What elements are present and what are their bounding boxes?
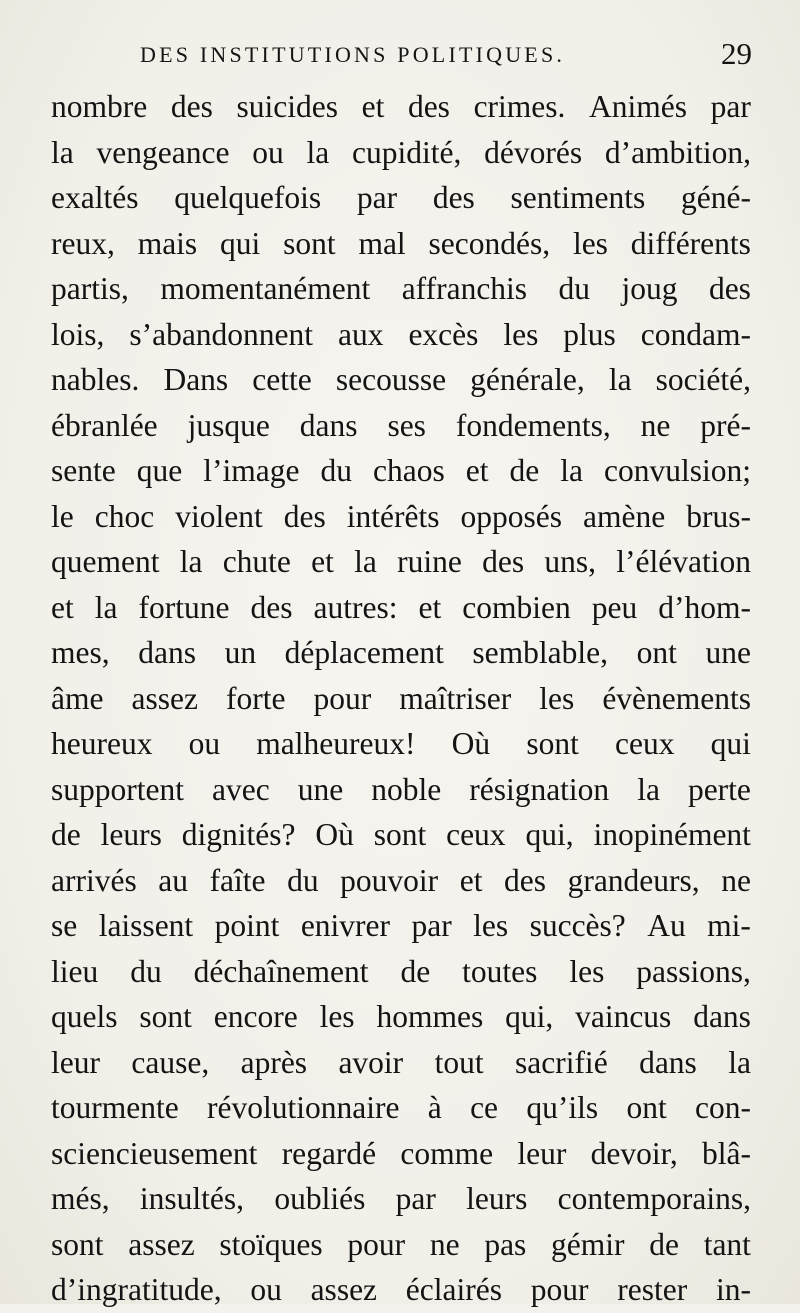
word: ne bbox=[721, 862, 751, 898]
word: qui bbox=[220, 225, 261, 261]
word: assez bbox=[131, 680, 198, 716]
word: ne bbox=[640, 407, 671, 443]
word: quement bbox=[51, 544, 160, 579]
word: sacrifié bbox=[514, 1044, 608, 1080]
word: âme bbox=[51, 680, 104, 716]
word: comme bbox=[400, 1135, 494, 1171]
word: cupidité, bbox=[352, 134, 462, 170]
word: cause, bbox=[131, 1044, 210, 1080]
word: par bbox=[395, 1181, 436, 1216]
word: semblable, bbox=[472, 635, 609, 670]
word: dans bbox=[693, 999, 751, 1034]
word: Où bbox=[315, 817, 354, 852]
word: la bbox=[728, 1044, 751, 1080]
word: dévorés bbox=[484, 134, 583, 170]
word: chute bbox=[222, 544, 291, 579]
word: affranchis bbox=[401, 271, 528, 306]
word: d’ingratitude, bbox=[51, 1272, 222, 1307]
word: éclairés bbox=[405, 1272, 502, 1307]
word: perte bbox=[687, 771, 751, 807]
word: différents bbox=[630, 225, 751, 261]
word: sont bbox=[283, 225, 336, 261]
word: et bbox=[361, 89, 385, 124]
word: ceux bbox=[446, 817, 506, 852]
word: des bbox=[504, 862, 547, 898]
word: tourmente bbox=[51, 1090, 179, 1125]
word: secousse bbox=[335, 362, 447, 397]
word: la bbox=[560, 453, 583, 488]
word: rester bbox=[617, 1272, 688, 1307]
word: des bbox=[170, 89, 213, 124]
word: excès bbox=[408, 316, 479, 352]
word: nables. bbox=[51, 362, 140, 397]
word: aux bbox=[338, 316, 384, 352]
word: mi- bbox=[707, 908, 751, 943]
word: nombre bbox=[51, 89, 148, 124]
word: ont bbox=[626, 1090, 667, 1125]
word: dans bbox=[299, 407, 358, 443]
word: sentiments bbox=[510, 180, 646, 215]
word: du bbox=[130, 953, 162, 989]
word: leur bbox=[517, 1135, 567, 1171]
text-line bbox=[51, 1176, 751, 1222]
word: inopinément bbox=[593, 817, 751, 852]
word: d’ambition, bbox=[604, 134, 751, 170]
word: des bbox=[283, 498, 326, 534]
page-header bbox=[140, 36, 760, 86]
word: quels bbox=[51, 999, 118, 1034]
word: de bbox=[649, 1226, 679, 1262]
page-number: 29 bbox=[721, 36, 752, 71]
word: heureux bbox=[51, 726, 153, 761]
word: violent bbox=[175, 498, 263, 534]
word: un bbox=[224, 635, 257, 670]
word: mal bbox=[358, 225, 406, 261]
word: sont bbox=[139, 999, 192, 1034]
word: Animés bbox=[589, 89, 688, 124]
word: Au bbox=[647, 908, 686, 943]
text-line bbox=[51, 903, 751, 949]
text-line bbox=[51, 539, 751, 585]
text-line bbox=[51, 494, 751, 540]
word: convulsion; bbox=[604, 453, 751, 488]
word: les bbox=[572, 225, 608, 261]
word: et bbox=[51, 589, 74, 625]
word: du bbox=[287, 862, 319, 898]
word: ont bbox=[636, 635, 677, 670]
word: dignités? bbox=[181, 817, 296, 852]
word: des bbox=[250, 589, 293, 625]
text-line bbox=[51, 1131, 751, 1177]
word: grandeurs, bbox=[567, 862, 700, 898]
word: sont bbox=[373, 817, 427, 852]
word: la bbox=[94, 589, 118, 625]
word: vengeance bbox=[96, 134, 230, 170]
word: avoir bbox=[338, 1044, 404, 1080]
text-line bbox=[51, 84, 751, 130]
word: lieu bbox=[51, 953, 99, 989]
body-text bbox=[51, 84, 751, 1313]
word: dans bbox=[138, 635, 196, 670]
word: suicides bbox=[236, 89, 338, 124]
word: point bbox=[214, 908, 280, 943]
text-line bbox=[51, 1222, 751, 1268]
word: dans bbox=[639, 1044, 697, 1080]
word: sente bbox=[51, 453, 116, 488]
word: ne bbox=[429, 1226, 460, 1262]
word: des bbox=[432, 180, 475, 215]
word: des bbox=[407, 89, 450, 124]
word: tant bbox=[703, 1226, 751, 1262]
word: forte bbox=[226, 680, 286, 716]
word: des bbox=[708, 271, 751, 306]
word: secondés, bbox=[428, 225, 551, 261]
word: la bbox=[51, 134, 74, 170]
word: leur bbox=[51, 1044, 100, 1080]
word: quelquefois bbox=[174, 180, 322, 215]
word: enivrer bbox=[300, 908, 391, 943]
text-line bbox=[51, 1040, 751, 1086]
word: les bbox=[503, 316, 539, 352]
word: uns, bbox=[544, 544, 597, 579]
word: fondements, bbox=[455, 407, 611, 443]
word: générale, bbox=[470, 362, 585, 397]
word: gémir bbox=[551, 1226, 625, 1262]
word: la bbox=[637, 771, 660, 807]
word: sont bbox=[526, 726, 579, 761]
word: ruine bbox=[397, 544, 462, 579]
word: pour bbox=[347, 1226, 406, 1262]
word: més, bbox=[51, 1181, 110, 1216]
word: fortune bbox=[138, 589, 230, 625]
word: Où bbox=[451, 726, 491, 761]
word: que bbox=[136, 453, 183, 488]
word: ceux bbox=[615, 726, 675, 761]
word: Dans bbox=[163, 362, 229, 397]
word: encore bbox=[213, 999, 298, 1034]
text-line bbox=[51, 448, 751, 494]
word: par bbox=[710, 89, 751, 124]
word: et bbox=[465, 453, 489, 488]
text-line bbox=[51, 357, 751, 403]
word: contemporains, bbox=[557, 1181, 751, 1216]
word: par bbox=[411, 908, 452, 943]
word: de bbox=[400, 953, 431, 989]
text-line bbox=[51, 812, 751, 858]
word: assez bbox=[310, 1272, 378, 1307]
word: in- bbox=[715, 1272, 751, 1307]
word: ses bbox=[387, 407, 426, 443]
word: malheureux! bbox=[256, 726, 416, 761]
word: sont bbox=[51, 1226, 104, 1262]
word: passions, bbox=[636, 953, 751, 989]
word: pour bbox=[530, 1272, 589, 1307]
word: succès? bbox=[529, 908, 626, 943]
word: blâ- bbox=[701, 1135, 751, 1171]
text-line bbox=[51, 175, 751, 221]
word: choc bbox=[94, 498, 155, 534]
text-line bbox=[51, 266, 751, 312]
word: jusque bbox=[187, 407, 270, 443]
text-line bbox=[51, 676, 751, 722]
text-line bbox=[51, 630, 751, 676]
word: les bbox=[539, 680, 575, 716]
word: joug bbox=[621, 271, 678, 306]
text-line bbox=[51, 721, 751, 767]
word: autres: bbox=[313, 589, 398, 625]
word: à bbox=[427, 1090, 442, 1125]
text-line bbox=[51, 949, 751, 995]
word: une bbox=[705, 635, 751, 670]
word: ou bbox=[188, 726, 221, 761]
word: condam- bbox=[640, 316, 751, 352]
text-line bbox=[51, 1267, 751, 1313]
word: con- bbox=[695, 1090, 751, 1125]
word: maîtriser bbox=[399, 680, 512, 716]
word: arrivés bbox=[51, 862, 137, 898]
word: de bbox=[51, 817, 81, 852]
word: noble bbox=[371, 771, 442, 807]
word: les bbox=[569, 953, 605, 989]
word: faîte bbox=[209, 862, 266, 898]
word: toutes bbox=[462, 953, 538, 989]
word: opposés bbox=[460, 498, 562, 534]
word: leurs bbox=[466, 1181, 528, 1216]
word: d’hom- bbox=[658, 589, 751, 625]
word: regardé bbox=[281, 1135, 377, 1171]
word: du bbox=[558, 271, 591, 306]
word: au bbox=[158, 862, 188, 898]
word: pas bbox=[484, 1226, 527, 1262]
word: laissent bbox=[98, 908, 194, 943]
text-line bbox=[51, 1085, 751, 1131]
word: leurs bbox=[100, 817, 162, 852]
word: sciencieusement bbox=[51, 1135, 258, 1171]
word: pouvoir bbox=[340, 862, 439, 898]
word: des bbox=[482, 544, 525, 579]
word: partis, bbox=[51, 271, 129, 306]
word: une bbox=[297, 771, 344, 807]
word: supportent bbox=[51, 771, 184, 807]
word: qui, bbox=[505, 999, 554, 1034]
word: ébranlée bbox=[51, 407, 158, 443]
text-line bbox=[51, 130, 751, 176]
text-line bbox=[51, 767, 751, 813]
word: se bbox=[51, 908, 78, 943]
text-line bbox=[51, 403, 751, 449]
word: déplacement bbox=[284, 635, 444, 670]
word: déchaînement bbox=[193, 953, 369, 989]
word: les bbox=[473, 908, 509, 943]
word: et bbox=[311, 544, 334, 579]
word: reux, bbox=[51, 225, 115, 261]
word: combien bbox=[462, 589, 571, 625]
word: et bbox=[418, 589, 442, 625]
word: la bbox=[608, 362, 632, 397]
word: société, bbox=[655, 362, 751, 397]
word: qui, bbox=[525, 817, 574, 852]
word: s’abandonnent bbox=[129, 316, 314, 352]
word: avec bbox=[212, 771, 270, 807]
word: par bbox=[356, 180, 398, 215]
text-line bbox=[51, 312, 751, 358]
word: de bbox=[509, 453, 540, 488]
word: brus- bbox=[686, 498, 751, 534]
word: l’élévation bbox=[616, 544, 751, 579]
text-line bbox=[51, 994, 751, 1040]
word: ou bbox=[252, 134, 284, 170]
running-head: DES INSTITUTIONS POLITIQUES. bbox=[140, 42, 566, 67]
word: qui bbox=[710, 726, 751, 761]
word: crimes. bbox=[473, 89, 566, 124]
word: amène bbox=[583, 498, 666, 534]
word: résignation bbox=[469, 771, 610, 807]
word: révolutionnaire bbox=[207, 1090, 400, 1125]
word: pour bbox=[313, 680, 372, 716]
word: oubliés bbox=[274, 1181, 366, 1216]
word: du bbox=[320, 453, 352, 488]
word: et bbox=[459, 862, 483, 898]
word: cette bbox=[252, 362, 312, 397]
text-line bbox=[51, 858, 751, 904]
word: intérêts bbox=[346, 498, 440, 534]
word: mais bbox=[137, 225, 198, 261]
word: pré- bbox=[700, 407, 751, 443]
word: stoïques bbox=[219, 1226, 323, 1262]
word: hommes bbox=[376, 999, 484, 1034]
word: ce bbox=[470, 1090, 499, 1125]
word: mes, bbox=[51, 635, 110, 670]
word: la bbox=[179, 544, 203, 579]
text-line bbox=[51, 221, 751, 267]
word: la bbox=[306, 134, 330, 170]
text-line bbox=[51, 585, 751, 631]
word: momentanément bbox=[160, 271, 371, 306]
word: évènements bbox=[602, 680, 751, 716]
word: chaos bbox=[373, 453, 445, 488]
word: la bbox=[354, 544, 377, 579]
word: lois, bbox=[51, 316, 105, 352]
word: devoir, bbox=[590, 1135, 678, 1171]
word: le bbox=[51, 498, 74, 534]
word: les bbox=[319, 999, 355, 1034]
word: assez bbox=[128, 1226, 195, 1262]
word: vaincus bbox=[575, 999, 672, 1034]
word: exaltés bbox=[51, 180, 139, 215]
word: ou bbox=[250, 1272, 282, 1307]
word: qu’ils bbox=[526, 1090, 599, 1125]
word: tout bbox=[434, 1044, 484, 1080]
word: l’image bbox=[203, 453, 300, 488]
word: insultés, bbox=[139, 1181, 245, 1216]
word: géné- bbox=[681, 180, 751, 215]
word: après bbox=[240, 1044, 308, 1080]
word: plus bbox=[563, 316, 616, 352]
word: peu bbox=[591, 589, 638, 625]
